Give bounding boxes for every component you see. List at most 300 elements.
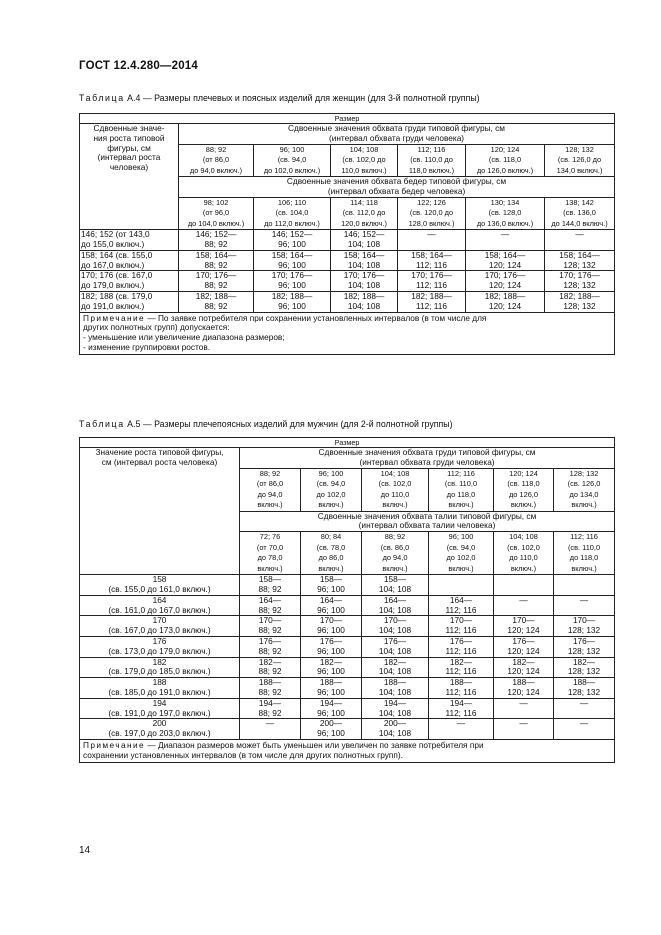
cell-line: до 102,0 xyxy=(446,553,476,563)
cell-line: (св. 173,0 до 179,0 включ.) xyxy=(108,645,211,656)
cell-line: включ.) xyxy=(571,500,597,510)
cell-line: 120; 124 xyxy=(509,468,538,478)
table-row xyxy=(80,698,615,719)
cell-line: 112; 116 xyxy=(447,468,475,478)
cell-line: 128; 132 xyxy=(569,468,599,478)
cell-line: Сдвоенные значе- xyxy=(93,123,165,133)
cell-line: 146; 152— xyxy=(271,229,313,240)
waist-col-header xyxy=(494,532,554,575)
cell-line: 106; 110 xyxy=(277,197,307,207)
waist-col-header xyxy=(301,532,362,575)
cell-line: до 118,0 xyxy=(569,553,599,563)
cell-line: (св. 110,0 xyxy=(567,542,601,552)
cell-line: 112; 116 xyxy=(445,686,477,697)
cell-line: 182 xyxy=(152,657,167,667)
hip-col-header xyxy=(331,197,398,230)
cell-line: 104; 108 xyxy=(378,728,412,739)
cell-line: — xyxy=(579,698,589,708)
cell-line: 88; 92 xyxy=(204,280,228,291)
cell-line: (интервал обхвата груди человека) xyxy=(359,456,495,467)
cell-line: 176— xyxy=(449,636,473,646)
cell-line: 96; 100 xyxy=(317,707,345,718)
cell-line: (св. 191,0 до 197,0 включ.) xyxy=(108,707,211,718)
table-row xyxy=(80,678,615,699)
cell-line: 120; 124 xyxy=(507,666,540,677)
cell-line: 104; 108 xyxy=(509,532,538,542)
size-cell xyxy=(362,698,429,719)
cell-line: 182; 188 (св. 179,0 xyxy=(81,291,153,301)
cell-line: (от 86,0 xyxy=(202,155,230,165)
cell-line: 128; 132 xyxy=(565,144,594,154)
cell-line: 128; 132 xyxy=(563,300,596,311)
cell-line: 88; 92 xyxy=(204,300,228,311)
cell-line: (св. 102,0 до xyxy=(342,155,386,165)
hip-col-header xyxy=(179,197,254,230)
table-a4-size-header: Размер xyxy=(80,114,615,124)
cell-line: ния роста типовой xyxy=(93,132,165,143)
cell-line: 164— xyxy=(449,595,473,605)
stub-header xyxy=(80,448,240,575)
hip-col-header xyxy=(254,197,331,230)
cell-line: 200— xyxy=(319,718,343,729)
chest-col-header xyxy=(301,468,362,511)
chest-col-header xyxy=(429,468,494,511)
size-cell xyxy=(362,678,429,699)
cell-line: 176— xyxy=(258,636,282,646)
size-cell xyxy=(362,636,429,657)
cell-line: 72; 76 xyxy=(259,532,281,542)
size-cell xyxy=(398,291,466,312)
cell-line: 194— xyxy=(319,698,343,708)
cell-line: 112; 116 xyxy=(417,144,446,154)
size-cell xyxy=(331,291,398,312)
cell-line: включ.) xyxy=(382,500,408,510)
table-a5 xyxy=(79,437,615,763)
cell-line: до 155,0 включ.) xyxy=(81,238,145,249)
cell-line: 96; 100 xyxy=(317,583,345,594)
size-cell xyxy=(362,595,429,616)
cell-line: 96; 100 xyxy=(278,300,306,311)
cell-line: 182— xyxy=(258,657,282,667)
stub-header xyxy=(80,124,179,230)
cell-line: 176— xyxy=(512,636,535,646)
cell-line: 170— xyxy=(449,615,473,626)
size-cell xyxy=(301,698,362,719)
table-row xyxy=(80,575,615,596)
size-cell xyxy=(429,698,494,719)
cell-line: до 94,0 xyxy=(257,489,283,499)
cell-line: 146; 152— xyxy=(195,229,237,240)
cell-line: 88; 92 xyxy=(258,707,282,718)
size-cell xyxy=(429,595,494,616)
cell-line: (интервал роста xyxy=(97,152,161,163)
cell-line: 176— xyxy=(572,636,596,646)
cell-line: 170— xyxy=(319,615,343,626)
cell-line: 120; 124 xyxy=(488,300,522,311)
table-row xyxy=(80,636,615,657)
cell-line: 182; 188— xyxy=(195,291,237,301)
cell-line: до 167,0 включ.) xyxy=(81,259,145,270)
cell-line: 104; 108 xyxy=(378,625,412,636)
row-stub xyxy=(80,595,240,616)
cell-line: включ.) xyxy=(257,500,283,510)
cell-line: 182— xyxy=(449,657,473,667)
cell-line: 88; 92 xyxy=(205,144,227,154)
row-stub xyxy=(80,230,179,251)
table-row xyxy=(80,595,615,616)
size-cell xyxy=(429,678,494,699)
cell-line: до 134,0 xyxy=(569,489,599,499)
table-a5-size-header: Размер xyxy=(80,438,615,448)
cell-line: 88; 92 xyxy=(384,532,406,542)
cell-line: 182— xyxy=(319,657,343,667)
size-cell xyxy=(398,250,466,271)
waist-col-header xyxy=(240,532,301,575)
row-stub xyxy=(80,616,240,637)
size-cell xyxy=(240,636,301,657)
size-cell xyxy=(254,291,331,312)
cell-line: 188— xyxy=(258,677,282,688)
size-cell xyxy=(240,595,301,616)
size-cell xyxy=(554,636,615,657)
size-cell xyxy=(398,271,466,292)
size-cell xyxy=(254,250,331,271)
size-cell xyxy=(554,595,615,616)
row-stub xyxy=(80,657,240,678)
cell-line: 158— xyxy=(383,574,407,585)
size-cell xyxy=(240,657,301,678)
cell-line: до 110,0 xyxy=(509,553,538,563)
cell-line: 164— xyxy=(258,595,282,605)
cell-line: до 102,0 xyxy=(316,489,346,499)
size-cell xyxy=(179,291,254,312)
cell-line: 182; 188— xyxy=(411,291,452,301)
cell-line: — xyxy=(519,718,528,729)
size-cell xyxy=(429,616,494,637)
cell-line: 88; 92 xyxy=(258,645,282,656)
cell-line: (от 96,0 xyxy=(202,208,230,218)
cell-line: 104; 108 xyxy=(347,259,381,270)
chest-col-header xyxy=(554,468,615,511)
cell-line: 96; 100 xyxy=(317,686,345,697)
cell-line: 104; 108 xyxy=(347,280,381,291)
size-cell xyxy=(466,230,545,251)
cell-line: 120; 124 xyxy=(488,280,522,291)
cell-line: 128; 132 xyxy=(563,259,596,270)
cell-line: 96; 100 xyxy=(317,604,345,615)
cell-line: 170— xyxy=(258,615,282,626)
cell-line: 164 xyxy=(152,595,167,605)
cell-line: 128,0 включ.) xyxy=(408,218,455,228)
cell-line: (от 70,0 xyxy=(256,542,284,552)
cell-line: до 102,0 включ.) xyxy=(263,165,321,175)
cell-line: — xyxy=(427,229,436,240)
size-cell xyxy=(429,575,494,596)
size-cell xyxy=(254,230,331,251)
cell-line: 170— xyxy=(383,615,407,626)
cell-line: до 94,0 xyxy=(382,553,408,563)
cell-line: Сдвоенные значения обхвата бедер типовой фигуры, см xyxy=(286,176,507,187)
cell-line: 128; 132 xyxy=(567,666,601,677)
cell-line: 158; 164— xyxy=(411,250,452,260)
table-a4 xyxy=(79,113,615,355)
cell-line: (св. 128,0 xyxy=(488,208,522,218)
cell-line: 188— xyxy=(449,677,473,688)
hip-group-header xyxy=(179,177,615,198)
cell-line: (от 86,0 xyxy=(256,479,284,489)
cell-line: (св. 179,0 до 185,0 включ.) xyxy=(108,666,211,677)
size-cell xyxy=(545,230,615,251)
cell-line: до 104,0 включ.) xyxy=(187,218,245,228)
size-cell xyxy=(554,698,615,719)
cell-line: 96; 100 xyxy=(278,259,306,270)
cell-line: 88; 92 xyxy=(258,604,282,615)
cell-line: 88; 92 xyxy=(259,468,281,478)
cell-line: 138; 142 xyxy=(565,197,594,207)
cell-line: включ.) xyxy=(318,563,344,573)
cell-line: 104; 108 xyxy=(380,468,410,478)
cell-line: 188— xyxy=(319,677,343,688)
cell-line: включ.) xyxy=(318,500,344,510)
page-number: 14 xyxy=(79,845,91,856)
cell-line: — xyxy=(265,718,275,729)
cell-line: (св. 167,0 до 173,0 включ.) xyxy=(108,625,211,636)
cell-line: 122; 126 xyxy=(417,197,446,207)
size-cell xyxy=(331,230,398,251)
cell-line: 182; 188— xyxy=(484,291,526,301)
cell-line: 96; 100 xyxy=(278,238,306,249)
size-cell xyxy=(494,698,554,719)
cell-line: — xyxy=(579,718,589,729)
cell-line: 104; 108 xyxy=(347,300,381,311)
cell-line: 104; 108 xyxy=(378,707,412,718)
cell-line: до 118,0 xyxy=(446,489,476,499)
cell-line: 96; 100 xyxy=(317,645,345,656)
cell-line: 112; 116 xyxy=(445,707,477,718)
cell-line: (св. 94,0 xyxy=(316,479,346,489)
cell-line: 112; 116 xyxy=(415,280,448,291)
cell-line: 158; 164 (св. 155,0 xyxy=(81,250,153,260)
size-cell xyxy=(494,719,554,740)
cell-line: — xyxy=(500,229,510,240)
cell-line: включ.) xyxy=(257,563,283,573)
row-stub xyxy=(80,291,179,312)
cell-line: 120; 124 xyxy=(488,259,522,270)
size-cell xyxy=(362,575,429,596)
size-cell xyxy=(429,719,494,740)
table-row xyxy=(80,271,615,292)
cell-line: до 86,0 xyxy=(318,553,344,563)
cell-line: 112; 116 xyxy=(445,604,477,615)
cell-line: (св. 86,0 xyxy=(380,542,410,552)
cell-line: 182— xyxy=(383,657,407,667)
cell-line: 88; 92 xyxy=(258,666,282,677)
size-cell xyxy=(545,250,615,271)
table-row xyxy=(80,250,615,271)
waist-group-header xyxy=(240,511,615,532)
size-cell xyxy=(301,636,362,657)
size-cell xyxy=(301,616,362,637)
size-cell xyxy=(240,678,301,699)
cell-line: 96; 100 xyxy=(317,728,345,739)
row-stub xyxy=(80,636,240,657)
cell-line: (св. 118,0 xyxy=(507,479,540,489)
cell-line: 182; 188— xyxy=(559,291,600,301)
cell-line: 170; 176 (св. 167,0 xyxy=(81,270,153,281)
size-cell xyxy=(362,657,429,678)
cell-line: 96; 100 xyxy=(279,144,305,154)
row-stub xyxy=(80,698,240,719)
cell-line: 194— xyxy=(258,698,282,708)
cell-line: до 126,0 включ.) xyxy=(476,165,534,175)
cell-line: включ.) xyxy=(382,563,408,573)
cell-line: 128; 132 xyxy=(567,645,601,656)
cell-line: 164— xyxy=(383,595,407,605)
cell-line: (св. 136,0 xyxy=(563,208,596,218)
size-cell xyxy=(554,575,615,596)
cell-line: до 136,0 включ.) xyxy=(476,218,534,228)
cell-line: 158; 164— xyxy=(484,250,526,260)
cell-line: 158— xyxy=(319,574,343,585)
cell-line: 182; 188— xyxy=(271,291,313,301)
cell-line: 134,0 включ.) xyxy=(556,165,603,175)
waist-col-header xyxy=(429,532,494,575)
cell-line: 120; 124 xyxy=(507,645,540,656)
size-cell xyxy=(179,230,254,251)
table-row xyxy=(80,719,615,740)
hip-col-header xyxy=(545,197,615,230)
cell-line: 182; 188— xyxy=(343,291,385,301)
cell-line: Значение роста типовой фигуры, xyxy=(95,447,224,457)
cell-line: 120; 124 xyxy=(490,144,520,154)
cell-line: 170; 176— xyxy=(559,270,600,281)
cell-line: 110,0 включ.) xyxy=(341,165,387,175)
table-a4-caption: Таблица А.4 — Размеры плечевых и поясных изделий для женщин (для 3-й полнотной группы) xyxy=(79,93,480,103)
cell-line: до 126,0 xyxy=(509,489,538,499)
size-cell xyxy=(429,657,494,678)
size-cell xyxy=(301,678,362,699)
cell-line: 170— xyxy=(512,615,535,626)
cell-line: до 112,0 включ.) xyxy=(264,218,320,228)
table-row xyxy=(80,616,615,637)
cell-line: (св. 110,0 до xyxy=(410,155,453,165)
chest-col-header xyxy=(254,144,331,177)
waist-col-header xyxy=(554,532,615,575)
cell-line: 104; 108 xyxy=(378,666,412,677)
table-row xyxy=(80,657,615,678)
cell-line: 170; 176— xyxy=(271,270,313,281)
cell-line: (св. 104,0 xyxy=(275,208,309,218)
row-stub xyxy=(80,719,240,740)
size-cell xyxy=(398,230,466,251)
cell-line: 130; 134 xyxy=(490,197,520,207)
size-cell xyxy=(494,678,554,699)
chest-col-header xyxy=(179,144,254,177)
cell-line: 146; 152 (от 143,0 xyxy=(81,229,150,240)
cell-line: 96; 100 xyxy=(448,532,474,542)
size-cell xyxy=(362,719,429,740)
cell-line: 120; 124 xyxy=(507,625,540,636)
hip-col-header xyxy=(398,197,466,230)
cell-line: до 191,0 включ.) xyxy=(81,300,145,311)
cell-line: 104; 108 xyxy=(378,604,412,615)
size-cell xyxy=(554,719,615,740)
size-cell xyxy=(466,291,545,312)
chest-col-header xyxy=(545,144,615,177)
table-row xyxy=(80,291,615,312)
size-cell xyxy=(494,575,554,596)
size-cell xyxy=(429,636,494,657)
size-cell xyxy=(254,271,331,292)
cell-line: (интервал обхвата талии человека) xyxy=(358,520,496,531)
cell-line: 118,0 включ.) xyxy=(408,165,455,175)
cell-line: 182— xyxy=(572,657,596,667)
cell-line: 128; 132 xyxy=(567,625,601,636)
cell-line: 176— xyxy=(319,636,343,646)
chest-col-header xyxy=(331,144,398,177)
cell-line: включ.) xyxy=(510,563,537,573)
cell-line: 128; 132 xyxy=(563,280,596,291)
cell-line: 188— xyxy=(572,677,596,688)
cell-line: 128; 132 xyxy=(567,686,601,697)
cell-line: (св. 102,0 xyxy=(378,479,412,489)
cell-line: (св. 102,0 xyxy=(507,542,540,552)
cell-line: 170 xyxy=(152,615,167,626)
size-cell xyxy=(362,616,429,637)
cell-line: 170; 176— xyxy=(343,270,385,281)
size-cell xyxy=(240,616,301,637)
cell-line: 88; 92 xyxy=(204,259,228,270)
cell-line: 120,0 включ.) xyxy=(341,218,387,228)
cell-line: (интервал обхвата груди человека) xyxy=(328,132,465,143)
cell-line: (св. 126,0 xyxy=(567,479,601,489)
size-cell xyxy=(240,719,301,740)
cell-line: 96; 100 xyxy=(318,468,344,478)
size-cell xyxy=(179,250,254,271)
cell-line: 88; 92 xyxy=(258,686,282,697)
cell-line: 96; 100 xyxy=(317,666,345,677)
row-stub xyxy=(80,575,240,596)
cell-line: (св. 126,0 до xyxy=(557,155,602,165)
cell-line: (св. 112,0 до xyxy=(342,208,386,218)
cell-line: 170— xyxy=(572,615,596,626)
cell-line: 164— xyxy=(319,595,343,605)
size-cell xyxy=(554,678,615,699)
cell-line: 112; 116 xyxy=(445,625,477,636)
cell-line: до 78,0 xyxy=(257,553,283,563)
cell-line: 158 xyxy=(152,574,167,585)
cell-line: 188— xyxy=(383,677,407,688)
hip-col-header xyxy=(466,197,545,230)
cell-line: 200— xyxy=(383,718,407,729)
cell-line: 170; 176— xyxy=(195,270,237,281)
chest-col-header xyxy=(240,468,301,511)
cell-line: (св. 185,0 до 191,0 включ.) xyxy=(108,686,211,697)
cell-line: 104; 108 xyxy=(378,583,412,594)
chest-col-header xyxy=(494,468,554,511)
cell-line: 112; 116 xyxy=(570,532,598,542)
cell-line: 188— xyxy=(512,677,535,688)
size-cell xyxy=(331,250,398,271)
cell-line: 158; 164— xyxy=(343,250,385,260)
size-cell xyxy=(494,616,554,637)
size-cell xyxy=(301,719,362,740)
cell-line: 96; 100 xyxy=(317,625,345,636)
size-cell xyxy=(331,271,398,292)
size-cell xyxy=(179,271,254,292)
cell-line: 88; 92 xyxy=(258,625,282,636)
size-cell xyxy=(301,657,362,678)
